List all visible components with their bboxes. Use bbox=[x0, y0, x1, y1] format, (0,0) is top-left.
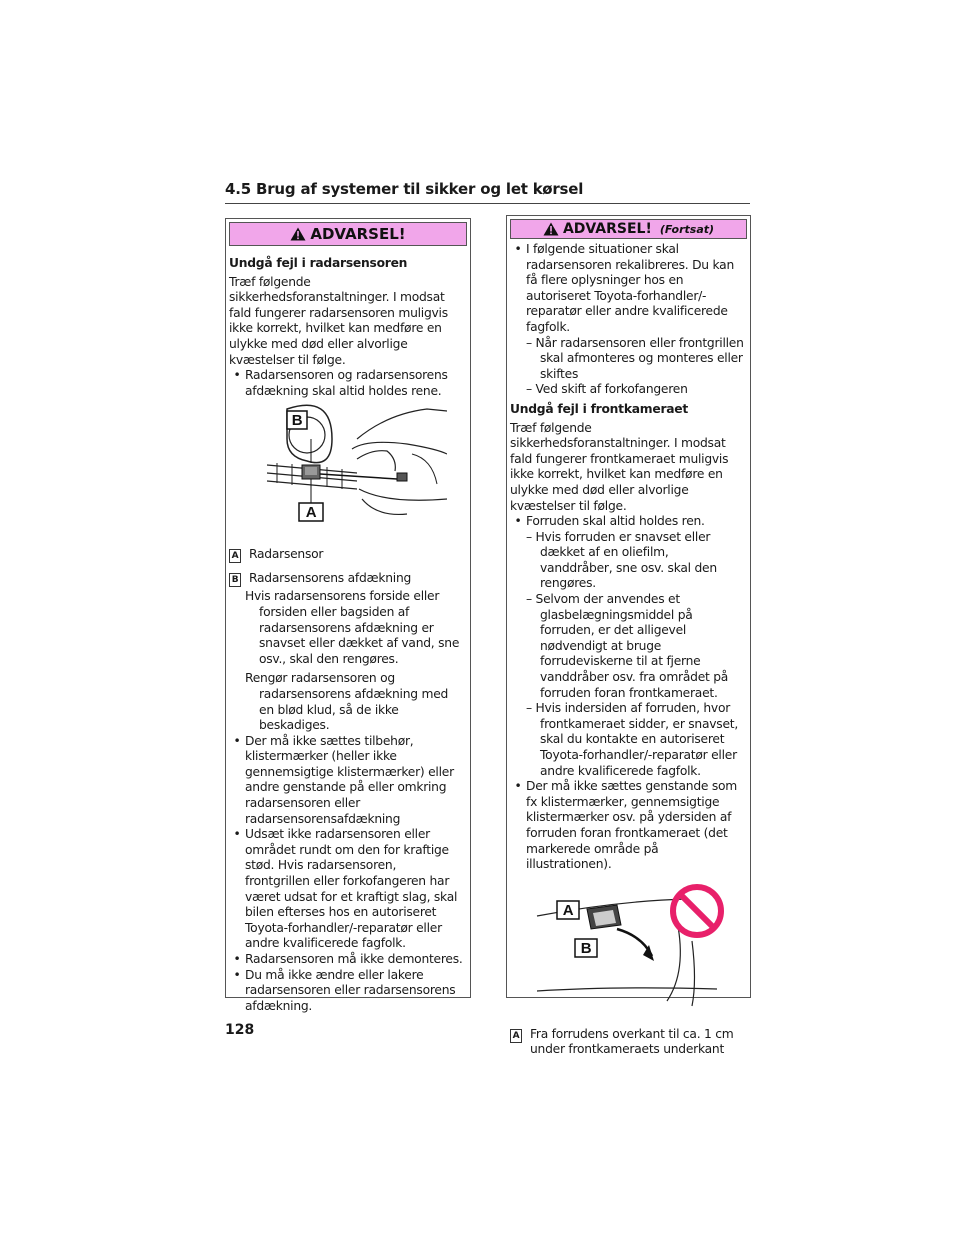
warning-header-continued-label: (Fortsat) bbox=[659, 222, 715, 236]
bullet-no-stickers: • Der må ikke sættes genstande som fx klistermærker, gennemsigtige klistermærker osv. på ydersiden af forruden foran frontkameraet (det markerede område på illustrationen). bbox=[510, 779, 744, 873]
warning-header-label: ADVARSEL! bbox=[310, 225, 406, 243]
bullet-no-disassemble: • Radarsensoren må ikke demonteres. bbox=[229, 952, 464, 968]
radar-sensor-illustration bbox=[247, 399, 447, 539]
warning-box-right bbox=[506, 215, 751, 1057]
page-number: 128 bbox=[225, 1022, 255, 1038]
warning-header-continued bbox=[510, 219, 747, 239]
subheading-radar: Undgå fejl i radarsensoren bbox=[229, 256, 408, 270]
illus-label-a: A bbox=[562, 901, 574, 919]
legend-a-text: Radarsensor bbox=[249, 547, 324, 562]
legend-b-text: Radarsensorens afdækning bbox=[249, 571, 412, 586]
tag-a: A bbox=[229, 549, 241, 563]
warning-box-left bbox=[225, 218, 471, 1013]
warning-triangle-icon bbox=[290, 227, 306, 241]
dash-bumper: – Ved skift af forkofangeren bbox=[526, 382, 688, 397]
bullet-radar-clean: • Radarsensoren og radarsensorens afdækning skal altid holdes rene. bbox=[229, 368, 464, 399]
bullet-no-accessories: • Der må ikke sættes tilbehør, klistermærker (heller ikke gennemsigtige klistermærker) eller andre genstande på eller omkring radarsensoren eller radarsensorensafdækning bbox=[229, 734, 464, 828]
front-camera-illustration bbox=[517, 881, 737, 1021]
para-wipe: Rengør radarsensoren og radarsensorens afdækning med en blød klud, så de ikke beskadiges. bbox=[245, 671, 449, 733]
illus-label-b: B bbox=[580, 939, 592, 957]
bullet-no-impact: • Udsæt ikke radarsensoren eller området rundt om den for kraftige stød. Hvis radarsensoren, frontgrillen eller forkofangeren har været udsat for et kraftigt slag, skal bilen efterses hos en autoriseret Toyota-forhandler/-reparatør eller andre kvalificerede fagfolk. bbox=[229, 827, 464, 952]
warning-header bbox=[229, 222, 467, 246]
tag-b: B bbox=[229, 573, 241, 587]
dash-grille: – Når radarsensoren eller frontgrillen skal afmonteres og monteres eller skiftes bbox=[526, 335, 744, 381]
section-title: 4.5 Brug af systemer til sikker og let kørsel bbox=[225, 180, 750, 204]
intro-camera: Træf følgende sikkerhedsforanstaltninger. I modsat fald fungerer frontkameraet muligvis ikke korrekt, hvilket kan medføre en ulykke med død eller alvorlige kvæstelser til følge. bbox=[510, 420, 729, 513]
intro-radar: Træf følgende sikkerhedsforanstaltninger. I modsat fald fungerer radarsensoren muligvis ikke korrekt, hvilket kan medføre en ulykke med død eller alvorlige kvæstelser til følge. bbox=[229, 274, 448, 367]
warning-header-label: ADVARSEL! bbox=[562, 221, 652, 237]
legend-a-right-text: Fra forrudens overkant til ca. 1 cm under frontkameraets underkant bbox=[530, 1026, 734, 1057]
dash-inside: – Hvis indersiden af forruden, hvor frontkameraet sidder, er snavset, skal du kontakte en autoriseret Toyota-forhandler/-reparatør eller andre kvalificerede fagfolk. bbox=[526, 701, 738, 778]
dash-coating: – Selvom der anvendes et glasbelægningsmiddel på forruden, er det alligevel nødvendigt at bruge forrudeviskerne til at fjerne vanddråber osv. fra området på forruden foran frontkameraet. bbox=[526, 592, 729, 700]
legend-a bbox=[229, 547, 464, 563]
bullet-no-modify: • Du må ikke ændre eller lakere radarsensoren eller radarsensorens afdækning. bbox=[229, 968, 464, 1015]
bullet-recalibrate: • I følgende situationer skal radarsensoren rekalibreres. Du kan få flere oplysninger hos en autoriseret Toyota-forhandler/-reparatør eller andre kvalificerede fagfolk. bbox=[510, 242, 744, 336]
bullet-windshield-clean: • Forruden skal altid holdes ren. bbox=[510, 514, 744, 530]
illus-label-b: B bbox=[291, 412, 302, 430]
dash-dirty: – Hvis forruden er snavset eller dækket af en oliefilm, vanddråber, sne osv. skal den rengøres. bbox=[526, 529, 717, 591]
legend-a-right bbox=[510, 1027, 744, 1058]
legend-b bbox=[229, 571, 464, 587]
subheading-camera: Undgå fejl i frontkameraet bbox=[510, 401, 689, 416]
illus-label-a: A bbox=[305, 504, 316, 522]
tag-a: A bbox=[510, 1029, 522, 1043]
warning-triangle-icon bbox=[543, 222, 559, 236]
para-clean: Hvis radarsensorens forside eller forsiden eller bagsiden af radarsensorens afdækning er snavset eller dækket af vand, sne osv., skal den rengøres. bbox=[245, 589, 460, 666]
